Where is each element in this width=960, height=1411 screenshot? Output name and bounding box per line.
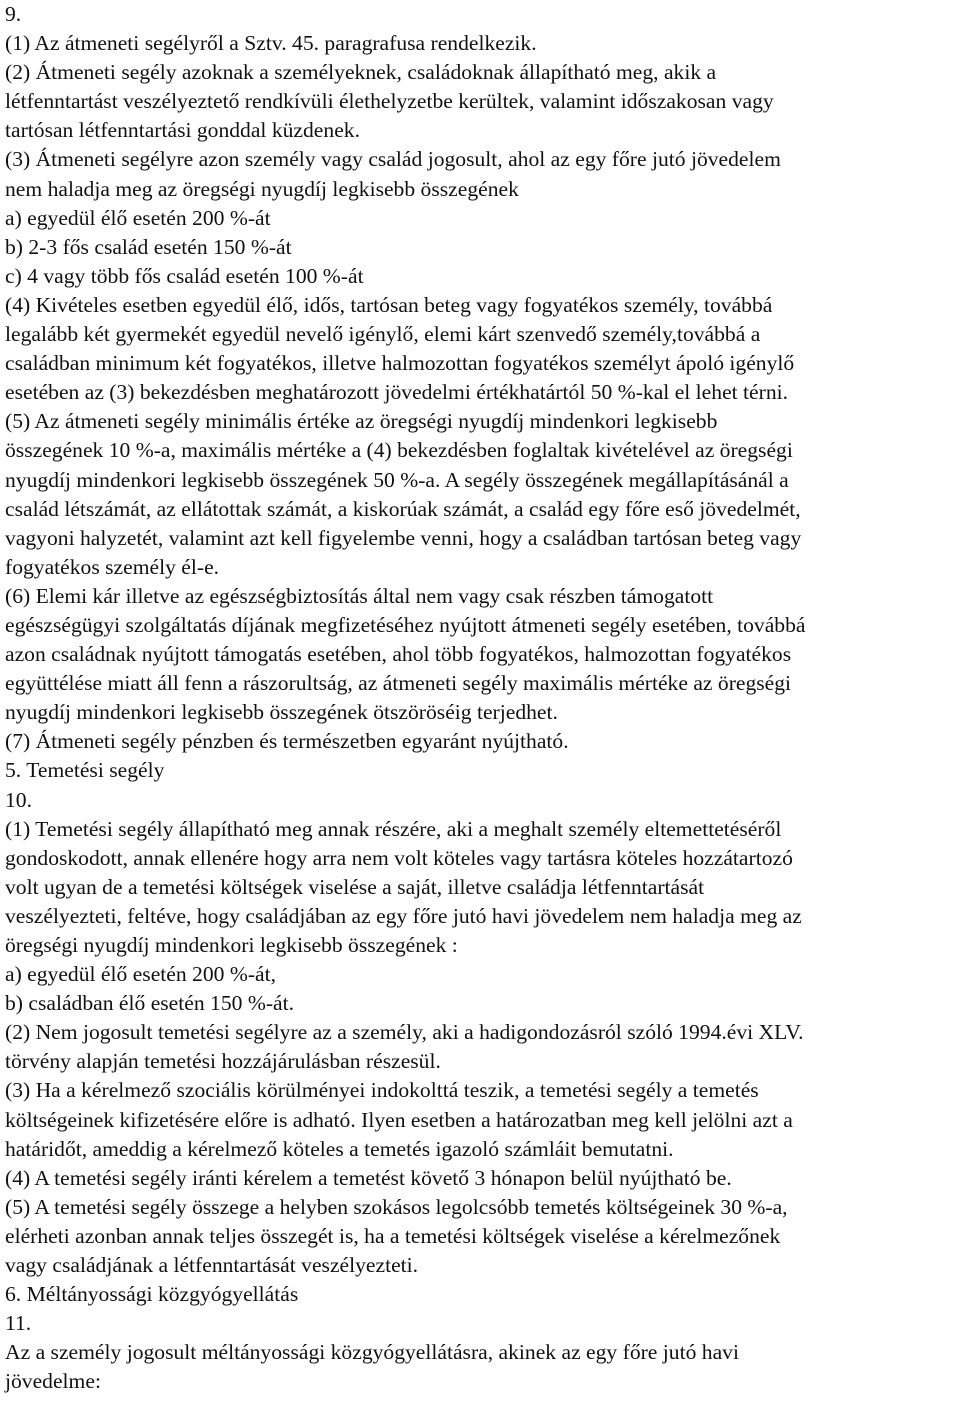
text-line: tartósan létfenntartási gonddal küzdenek. bbox=[5, 118, 360, 143]
text-line: b) 2-3 fős család esetén 150 %-át bbox=[5, 234, 292, 259]
text-line: (1) Az átmeneti segélyről a Sztv. 45. paragrafusa rendelkezik. bbox=[5, 31, 537, 56]
text-line: (1) Temetési segély állapítható meg annak részére, aki a meghalt személy eltemettetéséről bbox=[5, 816, 782, 841]
text-line: a) egyedül élő esetén 200 %-át, bbox=[5, 962, 277, 987]
text-line: 9. bbox=[5, 2, 27, 26]
text-line: 10. bbox=[5, 787, 38, 812]
text-line: elérheti azonban annak teljes összegét is, ha a temetési költségek viselése a kérelmezőnek bbox=[5, 1223, 781, 1248]
text-line: (4) A temetési segély iránti kérelem a temetést követő 3 hónapon belül nyújtható be. bbox=[5, 1165, 732, 1190]
text-line: nyugdíj mindenkori legkisebb összegének ötszöröséig terjedhet. bbox=[5, 700, 558, 725]
text-line: (5) Az átmeneti segély minimális értéke az öregségi nyugdíj mindenkori legkisebb bbox=[5, 409, 718, 434]
text-line: család létszámát, az ellátottak számát, a kiskorúak számát, a család egy főre eső jövedelmét, bbox=[5, 496, 801, 521]
text-line: legalább két gyermekét egyedül nevelő igénylő, elemi kárt szenvedő személy,továbbá a bbox=[5, 322, 761, 347]
text-line: nem haladja meg az öregségi nyugdíj legkisebb összegének bbox=[5, 176, 519, 201]
text-line: (2) Nem jogosult temetési segélyre az a személy, aki a hadigondozásról szóló 1994.évi XLV. bbox=[5, 1020, 804, 1045]
text-line: azon családnak nyújtott támogatás esetében, ahol több fogyatékos, halmozottan fogyatékos bbox=[5, 642, 792, 667]
text-line: határidőt, ameddig a kérelmező köteles a temetés igazoló számláit bemutatni. bbox=[5, 1136, 674, 1161]
text-line: gondoskodott, annak ellenére hogy arra nem volt köteles vagy tartásra köteles hozzátartozó bbox=[5, 845, 793, 870]
text-line: létfenntartást veszélyeztető rendkívüli élethelyzetbe kerültek, valamint időszakosan vagy bbox=[5, 89, 774, 114]
text-line: törvény alapján temetési hozzájárulásban részesül. bbox=[5, 1049, 441, 1074]
text-line: c) 4 vagy több fős család esetén 100 %-át bbox=[5, 263, 364, 288]
text-line: öregségi nyugdíj mindenkori legkisebb összegének : bbox=[5, 933, 458, 957]
text-line: (6) Elemi kár illetve az egészségbiztosítás által nem vagy csak részben támogatott bbox=[5, 583, 714, 608]
text-line: fogyatékos személy él-e. bbox=[5, 554, 220, 579]
text-line: vagy családjának a létfenntartását veszélyezteti. bbox=[5, 1253, 419, 1278]
text-line: a) egyedül élő esetén 200 %-át bbox=[5, 205, 271, 230]
text-line: volt ugyan de a temetési költségek viselése a saját, illetve családja létfenntartását bbox=[5, 874, 705, 899]
text-line: 6. Méltányossági közgyógyellátás bbox=[5, 1282, 299, 1307]
text-line: (2) Átmeneti segély azoknak a személyeknek, családoknak állapítható meg, akik a bbox=[5, 60, 717, 85]
text-line: (7) Átmeneti segély pénzben és természetben egyaránt nyújtható. bbox=[5, 729, 569, 754]
text-line: 5. Temetési segély bbox=[5, 758, 165, 783]
text-line: jövedelme: bbox=[5, 1369, 101, 1394]
text-line: (5) A temetési segély összege a helyben szokásos legolcsóbb temetés költségeinek 30 %-a, bbox=[5, 1194, 788, 1219]
text-line: esetében az (3) bekezdésben meghatározott jövedelmi értékhatártól 50 %-kal el lehet térni. bbox=[5, 380, 789, 405]
text-line: (4) Kivételes esetben egyedül élő, idős, tartósan beteg vagy fogyatékos személy, továbbá bbox=[5, 292, 773, 317]
text-line: (3) Átmeneti segélyre azon személy vagy család jogosult, ahol az egy főre jutó jövedelem bbox=[5, 147, 781, 172]
text-line: egészségügyi szolgáltatás díjának megfizetéséhez nyújtott átmeneti segély esetében, továbbá bbox=[5, 612, 806, 637]
text-line: veszélyezteti, feltéve, hogy családjában az egy főre jutó havi jövedelem nem haladja meg az bbox=[5, 903, 802, 928]
text-line: költségeinek kifizetésére előre is adható. Ilyen esetben a határozatban meg kell jelölni azt a bbox=[5, 1107, 793, 1132]
text-line: nyugdíj mindenkori legkisebb összegének 50 %-a. A segély összegének megállapításánál a bbox=[5, 467, 789, 492]
document-page bbox=[5, 0, 958, 1397]
text-line: vagyoni halyzetét, valamint azt kell figyelembe venni, hogy a családban tartósan beteg vagy bbox=[5, 525, 802, 550]
text-line: együttélése miatt áll fenn a rászorultság, az átmeneti segély maximális mértéke az öregségi bbox=[5, 671, 792, 696]
text-line: családban minimum két fogyatékos, illetve halmozottan fogyatékos személyt ápoló igénylő bbox=[5, 351, 795, 376]
text-line: Az a személy jogosult méltányossági közgyógyellátásra, akinek az egy főre jutó havi bbox=[5, 1340, 739, 1365]
text-line: összegének 10 %-a, maximális mértéke a (4) bekezdésben foglaltak kivételével az öregségi bbox=[5, 438, 793, 463]
text-line: b) családban élő esetén 150 %-át. bbox=[5, 991, 294, 1016]
text-line: 11. bbox=[5, 1311, 37, 1336]
text-line: (3) Ha a kérelmező szociális körülményei indokolttá teszik, a temetési segély a temetés bbox=[5, 1078, 759, 1103]
